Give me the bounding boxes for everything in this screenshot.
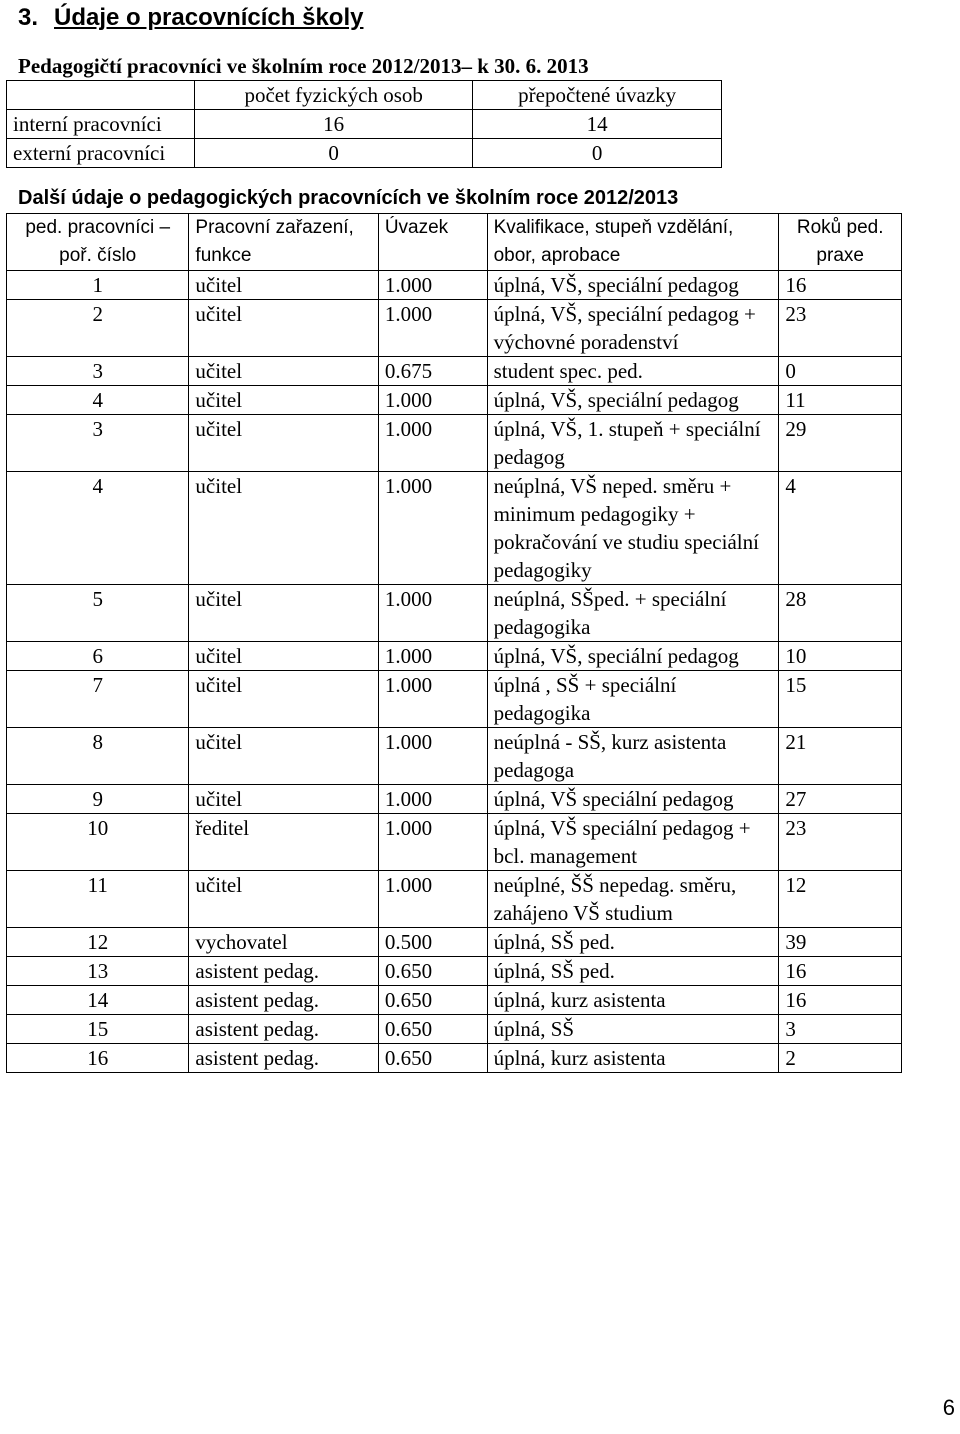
details-cell: 0.500 (378, 928, 487, 957)
details-cell: 3 (7, 415, 189, 472)
details-cell: 1.000 (378, 814, 487, 871)
details-cell: učitel (189, 300, 378, 357)
details-cell: 8 (7, 728, 189, 785)
details-cell: úplná, kurz asistenta (487, 1044, 779, 1073)
details-cell: asistent pedag. (189, 1044, 378, 1073)
table-row (7, 871, 902, 928)
details-cell: 4 (779, 472, 902, 585)
details-cell: učitel (189, 871, 378, 928)
details-cell: asistent pedag. (189, 986, 378, 1015)
table-row (7, 300, 902, 357)
details-cell: 1.000 (378, 415, 487, 472)
details-header-cell: Úvazek (378, 214, 487, 271)
table-row (7, 986, 902, 1015)
details-cell: 2 (779, 1044, 902, 1073)
details-cell: 10 (779, 642, 902, 671)
table-row (7, 728, 902, 785)
section-heading-text: Údaje o pracovnících školy (54, 4, 364, 31)
details-cell: 0.650 (378, 1015, 487, 1044)
details-cell: 1.000 (378, 871, 487, 928)
table-row (7, 1015, 902, 1044)
details-cell: 2 (7, 300, 189, 357)
details-cell: neúplná, SŠped. + speciální pedagogika (487, 585, 779, 642)
section-number: 3. (18, 4, 39, 31)
details-cell: 16 (779, 271, 902, 300)
details-cell: 12 (779, 871, 902, 928)
details-cell: 4 (7, 386, 189, 415)
table-row (7, 671, 902, 728)
details-header-cell: Kvalifikace, stupeň vzdělání, obor, aprobace (487, 214, 779, 271)
details-cell: 1.000 (378, 585, 487, 642)
table-row (7, 814, 902, 871)
details-cell: 0.650 (378, 1044, 487, 1073)
details-cell: učitel (189, 785, 378, 814)
details-cell: 0.650 (378, 986, 487, 1015)
details-title: Další údaje o pedagogických pracovnících ve školním roce 2012/2013 (18, 187, 679, 209)
details-cell: 1.000 (378, 785, 487, 814)
details-cell: 6 (7, 642, 189, 671)
details-cell: učitel (189, 271, 378, 300)
details-header-cell: ped. pracovníci – poř. číslo (7, 214, 189, 271)
details-cell: 39 (779, 928, 902, 957)
details-cell: 16 (7, 1044, 189, 1073)
summary-table (6, 80, 722, 168)
details-cell: 11 (7, 871, 189, 928)
details-body (7, 271, 902, 1073)
details-cell: 5 (7, 585, 189, 642)
table-row (7, 472, 902, 585)
details-cell: student spec. ped. (487, 357, 779, 386)
details-cell: 1.000 (378, 728, 487, 785)
summary-cell: 14 (473, 110, 722, 139)
table-row (7, 271, 902, 300)
details-table (6, 213, 902, 1073)
table-row (7, 1044, 902, 1073)
details-cell: učitel (189, 585, 378, 642)
details-cell: asistent pedag. (189, 957, 378, 986)
table-row (7, 585, 902, 642)
details-cell: 12 (7, 928, 189, 957)
details-cell: učitel (189, 357, 378, 386)
details-cell: úplná , SŠ + speciální pedagogika (487, 671, 779, 728)
table-row (7, 386, 902, 415)
section-title (18, 2, 363, 34)
details-cell: úplná, VŠ speciální pedagog + bcl. management (487, 814, 779, 871)
summary-cell: 16 (195, 110, 473, 139)
details-cell: 23 (779, 814, 902, 871)
details-cell: 13 (7, 957, 189, 986)
details-header-row (7, 214, 902, 271)
summary-cell: interní pracovníci (7, 110, 195, 139)
details-cell: 0.675 (378, 357, 487, 386)
table-row (7, 139, 722, 168)
details-cell: neúplná, VŠ neped. směru + minimum pedagogiky + pokračování ve studiu speciální pedagogiky (487, 472, 779, 585)
details-cell: 21 (779, 728, 902, 785)
details-cell: 14 (7, 986, 189, 1015)
details-cell: neúplné, ŠŠ nepedag. směru, zahájeno VŠ studium (487, 871, 779, 928)
details-header-cell: Pracovní zařazení, funkce (189, 214, 378, 271)
table-row (7, 642, 902, 671)
details-cell: neúplná - SŠ, kurz asistenta pedagoga (487, 728, 779, 785)
details-cell: 27 (779, 785, 902, 814)
details-cell: úplná, kurz asistenta (487, 986, 779, 1015)
details-cell: 15 (779, 671, 902, 728)
table-row (7, 415, 902, 472)
details-cell: 9 (7, 785, 189, 814)
details-header-cell: Roků ped. praxe (779, 214, 902, 271)
summary-header-row (7, 81, 722, 110)
details-cell: úplná, SŠ ped. (487, 928, 779, 957)
details-cell: 0.650 (378, 957, 487, 986)
details-cell: učitel (189, 671, 378, 728)
details-cell: úplná, SŠ (487, 1015, 779, 1044)
summary-title: Pedagogičtí pracovníci ve školním roce 2012/2013– k 30. 6. 2013 (18, 54, 589, 78)
details-cell: úplná, VŠ speciální pedagog (487, 785, 779, 814)
details-cell: asistent pedag. (189, 1015, 378, 1044)
summary-cell: 0 (195, 139, 473, 168)
details-cell: 28 (779, 585, 902, 642)
table-row (7, 785, 902, 814)
details-cell: učitel (189, 472, 378, 585)
details-cell: 16 (779, 986, 902, 1015)
details-cell: 29 (779, 415, 902, 472)
details-cell: 1 (7, 271, 189, 300)
table-row (7, 957, 902, 986)
details-cell: 7 (7, 671, 189, 728)
details-cell: 1.000 (378, 300, 487, 357)
table-row (7, 110, 722, 139)
details-cell: 15 (7, 1015, 189, 1044)
details-cell: 0 (779, 357, 902, 386)
details-cell: učitel (189, 415, 378, 472)
details-cell: úplná, VŠ, 1. stupeň + speciální pedagog (487, 415, 779, 472)
details-cell: 23 (779, 300, 902, 357)
details-cell: 1.000 (378, 472, 487, 585)
details-cell: 1.000 (378, 671, 487, 728)
summary-header-cell: přepočtené úvazky (473, 81, 722, 110)
summary-header-cell: počet fyzických osob (195, 81, 473, 110)
details-cell: úplná, SŠ ped. (487, 957, 779, 986)
summary-header-cell (7, 81, 195, 110)
table-row (7, 928, 902, 957)
details-cell: 3 (779, 1015, 902, 1044)
details-cell: 3 (7, 357, 189, 386)
details-cell: 1.000 (378, 386, 487, 415)
details-cell: 16 (779, 957, 902, 986)
details-cell: 11 (779, 386, 902, 415)
details-cell: úplná, VŠ, speciální pedagog (487, 386, 779, 415)
details-cell: úplná, VŠ, speciální pedagog (487, 642, 779, 671)
details-cell: ředitel (189, 814, 378, 871)
details-cell: učitel (189, 642, 378, 671)
summary-cell: 0 (473, 139, 722, 168)
page-number: 6 (942, 1395, 955, 1420)
details-cell: 4 (7, 472, 189, 585)
details-cell: učitel (189, 386, 378, 415)
details-cell: 1.000 (378, 271, 487, 300)
details-cell: učitel (189, 728, 378, 785)
table-row (7, 357, 902, 386)
details-cell: 10 (7, 814, 189, 871)
details-cell: vychovatel (189, 928, 378, 957)
details-cell: 1.000 (378, 642, 487, 671)
details-cell: úplná, VŠ, speciální pedagog + výchovné poradenství (487, 300, 779, 357)
summary-cell: externí pracovníci (7, 139, 195, 168)
details-cell: úplná, VŠ, speciální pedagog (487, 271, 779, 300)
